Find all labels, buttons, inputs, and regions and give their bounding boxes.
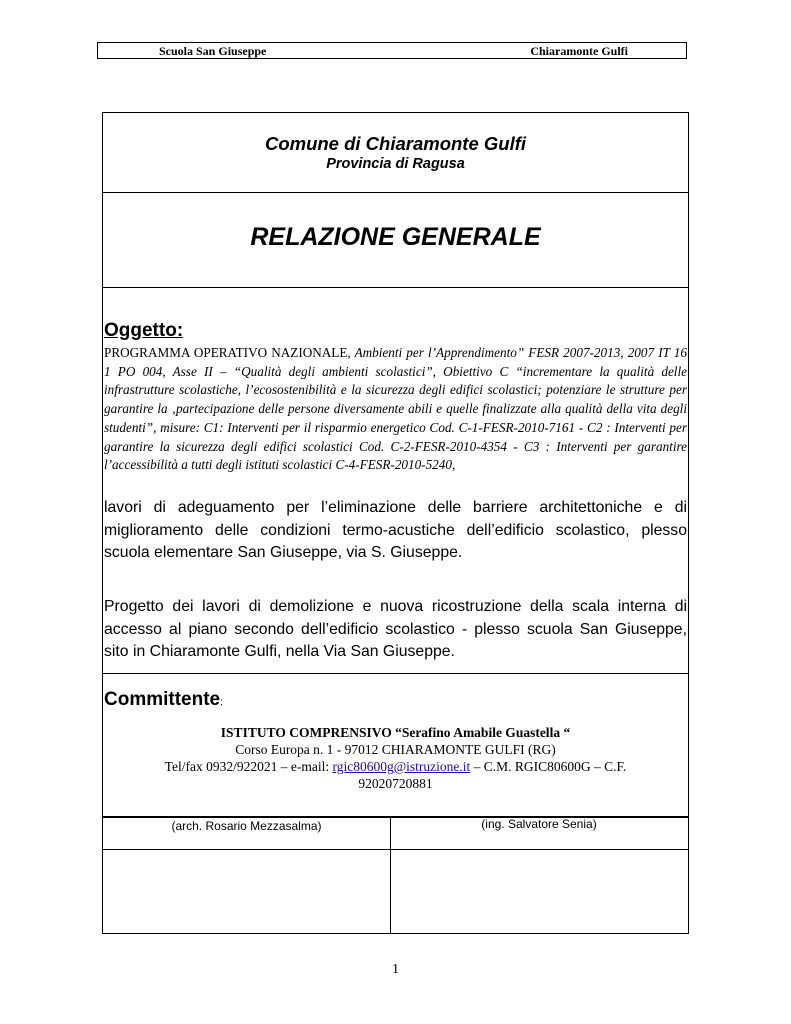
oggetto-heading: Oggetto: <box>104 320 184 341</box>
signature-divider-vertical <box>390 817 391 933</box>
contact-prefix: Tel/fax 0932/922021 – e-mail: <box>164 759 333 774</box>
provincia-name: Provincia di Ragusa <box>326 156 465 172</box>
committente-address: Corso Europa n. 1 - 97012 CHIARAMONTE GULFI (RG) <box>235 742 556 757</box>
committente-heading-text: Committente <box>104 689 221 710</box>
contact-suffix: – C.M. RGIC80600G – C.F. <box>470 759 627 774</box>
comune-name: Comune di Chiaramonte Gulfi <box>264 133 527 154</box>
committente-name: ISTITUTO COMPRENSIVO “Serafino Amabile Guastella “ <box>220 725 571 740</box>
progetto-paragraph: Progetto dei lavori di demolizione e nuova ricostruzione della scala interna di accesso al piano secondo dell’edificio scolastico - plesso scuola San Giuseppe, sito in Chiaramonte Gulfi, nella Via San Giuseppe. <box>104 598 687 660</box>
header-town: Chiaramonte Gulfi <box>530 44 628 58</box>
header-school: Scuola San Giuseppe <box>159 44 267 58</box>
committente-contact <box>103 758 688 775</box>
committente-details <box>103 724 688 792</box>
signature-table <box>102 816 689 934</box>
title-section <box>103 192 688 288</box>
oggetto-section <box>103 287 688 674</box>
committente-colon: : <box>220 697 223 708</box>
pon-normal-text: PROGRAMMA OPERATIVO NAZIONALE, <box>104 345 351 360</box>
lavori-paragraph: lavori di adeguamento per l’eliminazione delle barriere architettoniche e di miglioramento delle condizioni termo-acustiche dell’edificio scolastico, plesso scuola elementare San Giuseppe, via S. Giuseppe. <box>104 499 687 561</box>
pon-paragraph <box>104 344 687 475</box>
pon-italic-text: Ambienti per l’Apprendimento” FESR 2007-2013, 2007 IT 16 1 PO 004, Asse II – “Qualità degli ambienti scolastici”, Obiettivo C “incrementare la qualità delle infrastrutture scolastiche, l’ecosostenibilità e la sicurezza degli edifici scolastici; potenziare le strutture per garantire la ‚partecipazione delle persone diversamente abili e quelle finalizzate alla qualità della vita degli studenti”, misure: C1: Interventi per il risparmio energetico Cod. C-1-FESR-2010-7161 - C2 : Interventi per garantire la sicurezza degli edifici scolastici Cod. C-2-FESR-2010-4354 - C3 : Interventi per garantire l’accessibilità a tutti degli istituti scolastici C-4-FESR-2010-5240, <box>104 345 687 473</box>
signature-divider-horizontal <box>103 849 688 850</box>
email-link[interactable]: rgic80600g@istruzione.it <box>332 759 471 774</box>
document-title: RELAZIONE GENERALE <box>250 223 541 251</box>
cover-frame <box>102 112 689 818</box>
signature-right-name: (ing. Salvatore Senia) <box>481 817 597 831</box>
committente-cf: 92020720881 <box>358 776 433 791</box>
committente-heading <box>104 689 223 711</box>
signature-left-name: (arch. Rosario Mezzasalma) <box>171 819 322 833</box>
page-number: 1 <box>392 962 399 977</box>
page-header <box>97 42 687 59</box>
committente-section <box>103 673 688 818</box>
comune-section <box>103 113 688 193</box>
